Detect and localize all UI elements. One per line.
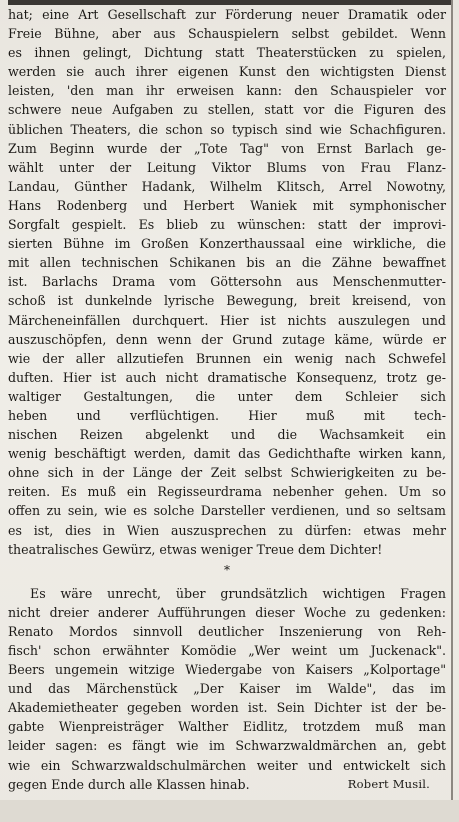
- text-line: waltiger Gestaltungen, die unter dem Schleier sich: [8, 388, 446, 404]
- text-line: reiten. Es muß ein Regisseurdrama nebenher gehen. Um so: [8, 484, 446, 500]
- text-line: heben und verflüchtigen. Hier muß mit tech-: [8, 407, 446, 423]
- text-line: hat; eine Art Gesellschaft zur Förderung neuer Dramatik oder: [8, 7, 446, 22]
- text-line: nicht dreier anderer Aufführungen dieser Woche zu gedenken:: [8, 604, 446, 620]
- column-rule: [451, 0, 453, 800]
- text-line: ohne sich in der Länge der Zeit selbst Schwierigkeiten zu be-: [8, 465, 446, 481]
- text-line: wie ein Schwarzwaldschulmärchen weiter und entwickelt sich: [8, 757, 446, 773]
- text-line: Beers ungemein witzige Wiedergabe von Kaisers „Kolportage": [8, 662, 446, 678]
- text-line: Märcheneinfällen durchquert. Hier ist nichts auszulegen und: [8, 312, 446, 328]
- final-line: gegen Ende durch alle Klassen hinab.: [8, 776, 250, 792]
- text-line: werden sie auch ihrer eigenen Kunst den wichtigsten Dienst: [8, 64, 446, 80]
- text-line: üblichen Theaters, die schon so typisch sind wie Schachfiguren.: [8, 121, 446, 137]
- text-line: schwere neue Aufgaben zu stellen, statt vor die Figuren des: [8, 102, 446, 118]
- article-column: [8, 5, 446, 794]
- text-line: sierten Bühne im Großen Konzerthaussaal eine wirkliche, die: [8, 236, 446, 252]
- text-line: mit allen technischen Schikanen bis an die Zähne bewaffnet: [8, 255, 446, 271]
- text-line: Landau, Günther Hadank, Wilhelm Klitsch, Arrel Nowotny,: [8, 178, 446, 194]
- text-line: nischen Reizen abgelenkt und die Wachsamkeit ein: [8, 427, 446, 443]
- section-divider: *: [224, 562, 230, 577]
- author-name: Robert Musil.: [347, 776, 430, 791]
- text-line: fisch' schon erwähnter Komödie „Wer weint um Juckenack".: [8, 643, 446, 658]
- text-line: ist. Barlachs Drama vom Göttersohn aus Menschenmutter-: [8, 274, 446, 290]
- page-bottom-edge: [0, 800, 459, 822]
- text-line: Freie Bühne, aber aus Schauspielern selbst gebildet. Wenn: [8, 26, 446, 42]
- text-line: auszuschöpfen, denn wenn der Grund zutage käme, würde er: [8, 331, 446, 347]
- text-line: Renato Mordos sinnvoll deutlicher Inszenierung von Reh-: [8, 623, 446, 639]
- signature-line: [8, 775, 446, 794]
- text-line: Hans Rodenberg und Herbert Waniek mit symphonischer: [8, 197, 446, 213]
- text-line: und das Märchenstück „Der Kaiser im Walde", das im: [8, 681, 446, 697]
- text-line: wenig beschäftigt werden, damit das Gedichthafte wirken kann,: [8, 446, 446, 462]
- text-line: offen zu sein, wie es solche Darsteller verdienen, und so seltsam: [8, 503, 446, 519]
- text-line: schoß ist dunkelnde lyrische Bewegung, breit kreisend, von: [8, 293, 446, 309]
- text-line: theatralisches Gewürz, etwas weniger Treue dem Dichter!: [8, 541, 383, 557]
- text-line: gabte Wienpreisträger Walther Eidlitz, trotzdem muß man: [8, 719, 446, 735]
- text-line: es ihnen gelingt, Dichtung statt Theaterstücken zu spielen,: [8, 45, 446, 61]
- text-line: Sorgfalt gespielt. Es blieb zu wünschen: statt der improvi-: [8, 217, 446, 233]
- text-line: wie der aller allzutiefen Brunnen ein wenig nach Schwefel: [8, 350, 446, 366]
- text-line: Es wäre unrecht, über grundsätzlich wichtigen Fragen: [30, 585, 446, 601]
- paragraph-1: [8, 5, 446, 559]
- paragraph-2: [8, 584, 446, 775]
- text-line: Zum Beginn wurde der „Tote Tag" von Ernst Barlach ge-: [8, 140, 446, 156]
- text-line: leisten, 'den man ihr erweisen kann: den Schauspieler vor: [8, 83, 446, 99]
- text-line: duften. Hier ist auch nicht dramatische Konsequenz, trotz ge-: [8, 369, 446, 385]
- text-line: Akademietheater gegeben worden ist. Sein Dichter ist der be-: [8, 700, 446, 716]
- text-line: leider sagen: es fängt wie im Schwarzwaldmärchen an, gebt: [8, 738, 446, 754]
- text-line: wählt unter der Leitung Viktor Blums von Frau Flanz-: [8, 159, 446, 175]
- text-line: es ist, dies in Wien auszusprechen zu dürfen: etwas mehr: [8, 522, 446, 538]
